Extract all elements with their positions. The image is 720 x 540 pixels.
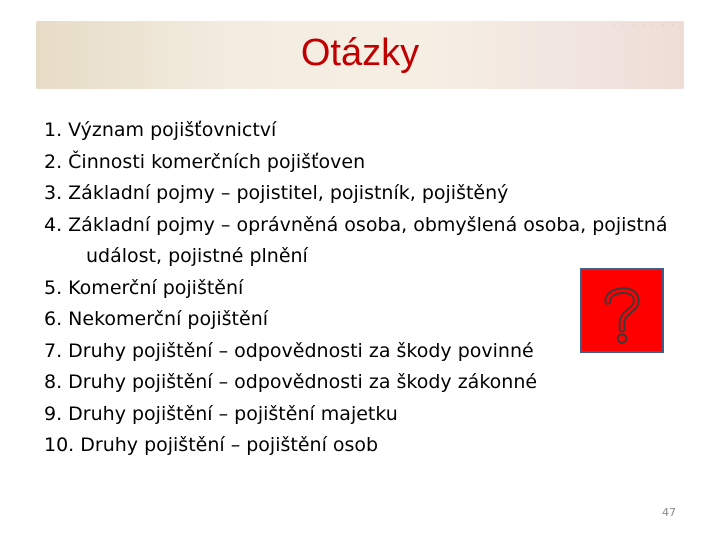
title-banner bbox=[36, 21, 684, 89]
question-item-4-continuation: událost, pojistné plnění bbox=[86, 245, 308, 267]
question-item-4: 4. Základní pojmy – oprávněná osoba, obmyšlená osoba, pojistná bbox=[44, 213, 668, 236]
question-item-5: 5. Komerční pojištění bbox=[44, 276, 244, 299]
question-mark-image bbox=[580, 268, 664, 353]
decorative-dots-icon: · · · · · · · bbox=[612, 21, 676, 31]
question-mark-icon bbox=[582, 270, 662, 351]
slide-title: Otázky bbox=[300, 31, 420, 74]
question-item-8: 8. Druhy pojištění – odpovědnosti za škody zákonné bbox=[44, 371, 538, 393]
page-number: 47 bbox=[662, 506, 676, 519]
question-item-1: 1. Význam pojišťovnictví bbox=[44, 119, 277, 141]
question-item-6: 6. Nekomerční pojištění bbox=[44, 308, 269, 330]
question-item-10: 10. Druhy pojištění – pojištění osob bbox=[44, 434, 379, 456]
question-item-3: 3. Základní pojmy – pojistitel, pojistník, pojištěný bbox=[44, 182, 509, 204]
question-item-2: 2. Činnosti komerčních pojišťoven bbox=[44, 150, 366, 173]
question-item-9: 9. Druhy pojištění – pojištění majetku bbox=[44, 402, 398, 425]
question-item-7: 7. Druhy pojištění – odpovědnosti za škody povinné bbox=[44, 339, 534, 362]
